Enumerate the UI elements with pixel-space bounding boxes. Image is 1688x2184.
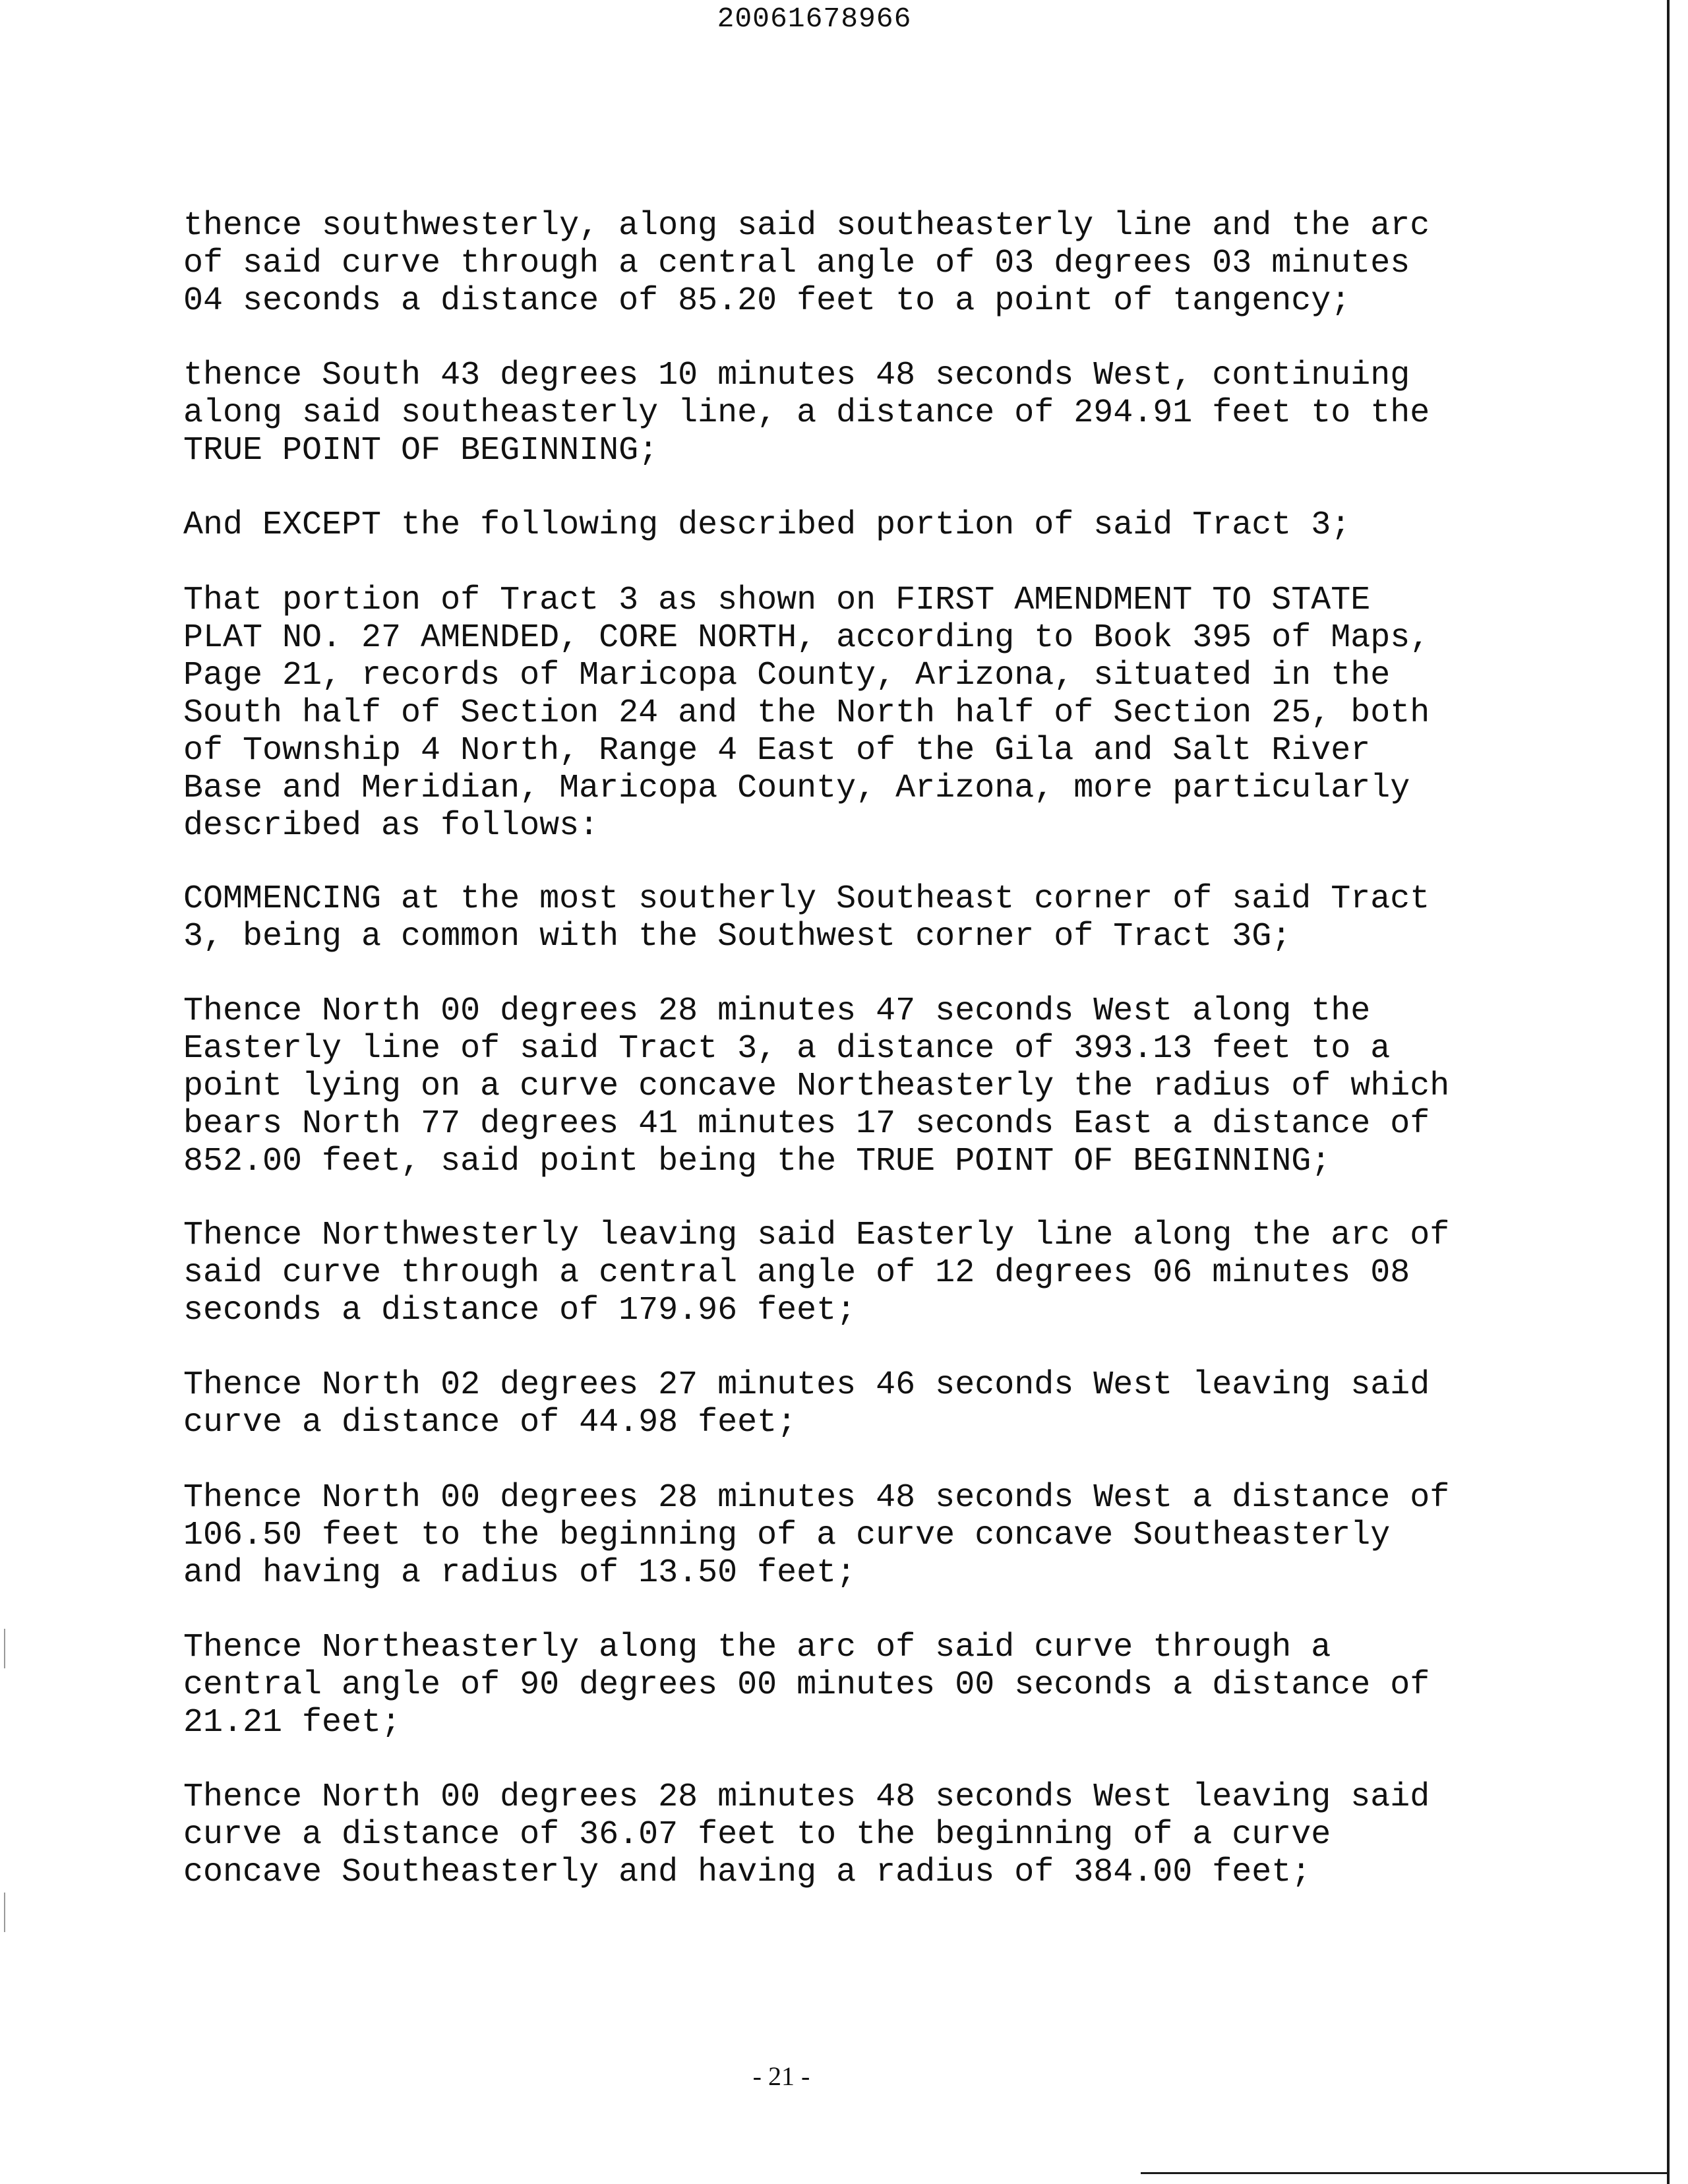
paragraph-tract-description: That portion of Tract 3 as shown on FIRST AMENDMENT TO STATE PLAT NO. 27 AMENDED, CORE NORTH, according to Book 395 of Maps, Page 21, records of Maricopa County, Arizona, situated in the South half of Section 24 and the North half of Section 25, both of Township 4 North, Range 4 East of the Gila and Salt River Base and Meridian, Maricopa County, Arizona, more particularly described as follows: [183,582,1430,845]
paragraph-commencing: COMMENCING at the most southerly Southeast corner of said Tract 3, being a common with the Southwest corner of Tract 3G; [183,880,1430,956]
paragraph-arc-to-tangency: thence southwesterly, along said southeasterly line and the arc of said curve through a central angle of 03 degrees 03 minutes 04 seconds a distance of 85.20 feet to a point of tangency; [183,207,1430,320]
document-number: 20061678966 [717,3,912,35]
paragraph-north-course-1: Thence North 00 degrees 28 minutes 47 seconds West along the Easterly line of said Tract 3, a distance of 393.13 feet to a point lying on a curve concave Northeasterly the radius of which bears North 77 degrees 41 minutes 17 seconds East a distance of 852.00 feet, said point being the TRUE POINT OF BEGINNING; [183,992,1450,1180]
scan-edge-right [1667,0,1670,2184]
scan-edge-bottom [1141,2172,1668,2174]
page-number: - 21 - [752,2061,810,2091]
paragraph-except: And EXCEPT the following described portion of said Tract 3; [183,506,1351,544]
paragraph-northeasterly-arc: Thence Northeasterly along the arc of said curve through a central angle of 90 degrees 00 minutes 00 seconds a distance of 21.21 feet; [183,1629,1430,1742]
paragraph-north-course-3: Thence North 00 degrees 28 minutes 48 seconds West a distance of 106.50 feet to the beginning of a curve concave Southeasterly and having a radius of 13.50 feet; [183,1479,1450,1592]
scan-edge-left-mark [4,1629,5,1668]
scan-edge-left-mark [4,1893,5,1932]
paragraph-south-course: thence South 43 degrees 10 minutes 48 seconds West, continuing along said southeasterly line, a distance of 294.91 feet to the TRUE POINT OF BEGINNING; [183,357,1430,470]
paragraph-north-course-4: Thence North 00 degrees 28 minutes 48 seconds West leaving said curve a distance of 36.07 feet to the beginning of a curve concave Southeasterly and having a radius of 384.00 feet; [183,1778,1430,1891]
paragraph-north-course-2: Thence North 02 degrees 27 minutes 46 seconds West leaving said curve a distance of 44.98 feet; [183,1366,1430,1441]
paragraph-northwesterly-arc: Thence Northwesterly leaving said Easterly line along the arc of said curve through a central angle of 12 degrees 06 minutes 08 seconds a distance of 179.96 feet; [183,1217,1450,1329]
